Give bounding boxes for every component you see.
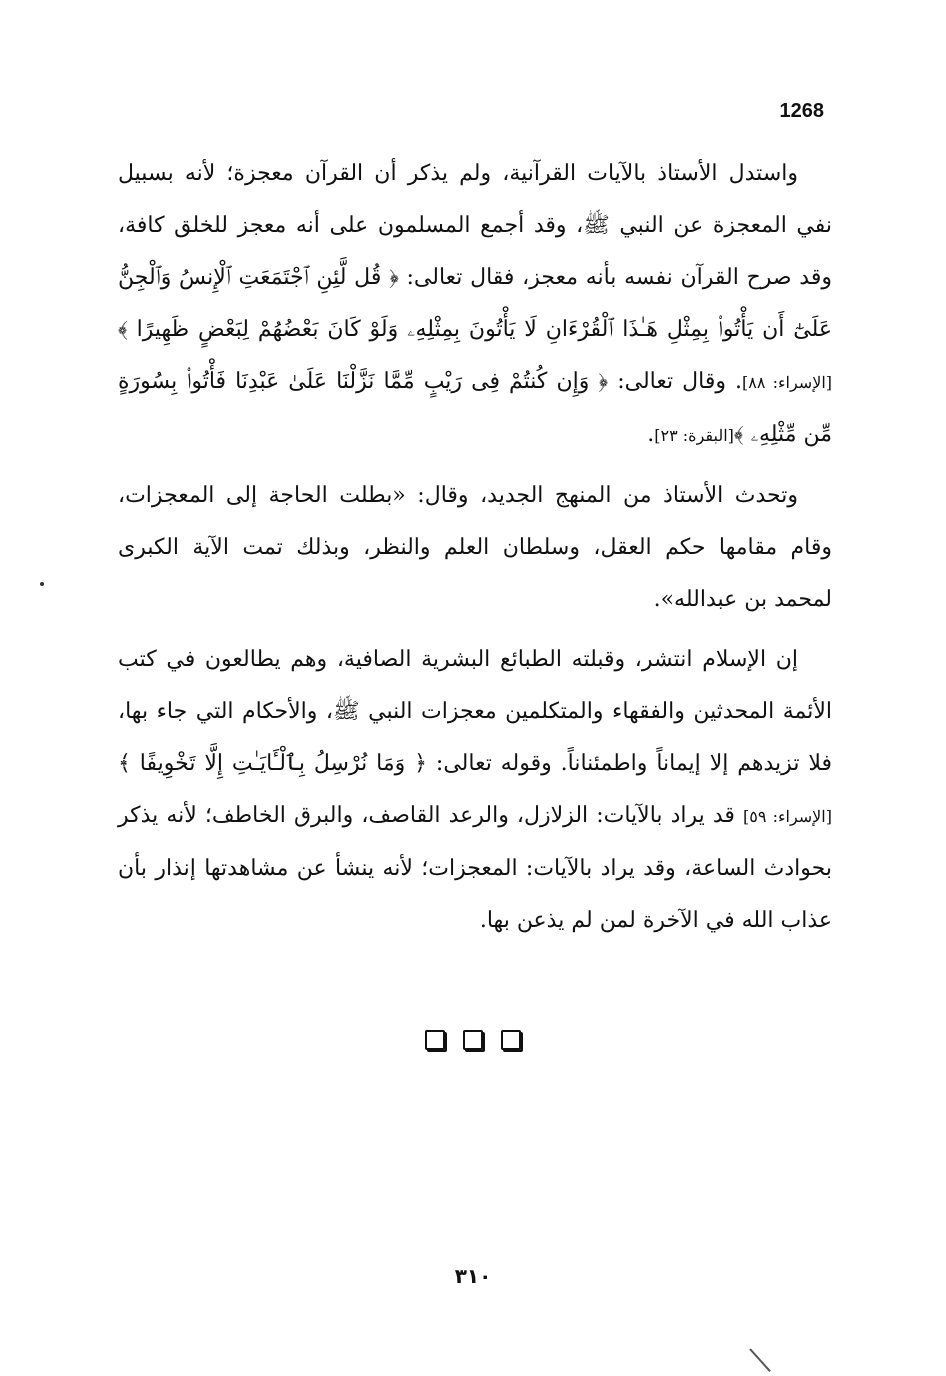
paragraph-3-text: قد يراد بالآيات: الزلازل، والرعد القاصف، والبرق الخاطف؛ لأنه يذكر بحوادث الساعة، وقد يراد بالآيات: المعجزات؛ لأنه ينشأ عن مشاهدتها إنذار بأن عذاب الله في الآخرة لمن لم يذعن بها. <box>118 803 832 933</box>
quran-verse-isra-88: ﴿ قُل لَّئِنِ ٱجْتَمَعَتِ ٱلْإِنسُ وَٱلْجِنُّ عَلَىٰٓ أَن يَأْتُوا۟ بِمِثْلِ هَـٰذَا ٱلْقُرْءَانِ لَا يَأْتُونَ بِمِثْلِهِۦ وَلَوْ كَانَ بَعْضُهُمْ لِبَعْضٍ ظَهِيرًا ﴾ <box>118 265 832 342</box>
paragraph-3 <box>118 634 832 947</box>
top-page-number: 1268 <box>779 100 824 122</box>
paragraph-1-text: . وقال تعالى: <box>608 369 743 394</box>
paragraph-1-text: واستدل الأستاذ بالآيات القرآنية، ولم يذكر أن القرآن معجزة؛ لأنه بسبيل نفي المعجزة عن النبي ﷺ، وقد أجمع المسلمون على أنه معجز للخلق كافة، وقد صرح القرآن نفسه بأنه معجز، فقال تعالى: <box>118 161 832 290</box>
paragraph-1-text: . <box>647 422 655 447</box>
scan-mark <box>749 1348 771 1372</box>
verse-reference: [الإسراء: ٨٨] <box>742 373 833 392</box>
separator-square-icon <box>463 1030 483 1050</box>
separator-square-icon <box>425 1030 445 1050</box>
section-separator <box>0 1030 946 1054</box>
paragraph-3-text: إن الإسلام انتشر، وقبلته الطبائع البشرية الصافية، وهم يطالعون في كتب الأئمة المحدثين والفقهاء والمتكلمين معجزات النبي ﷺ، والأحكام التي جاء بها، فلا تزيدهم إلا إيماناً واطمئناناً. وقوله تعالى: <box>118 647 832 776</box>
quran-verse-baqara-23: ﴿ وَإِن كُنتُمْ فِى رَيْبٍ مِّمَّا نَزَّلْنَا عَلَىٰ عَبْدِنَا فَأْتُوا۟ بِسُورَةٍ مِّن مِّثْلِهِۦ ﴾ <box>118 369 832 447</box>
paragraph-2 <box>118 470 832 626</box>
bottom-page-number: ٣١٠ <box>454 1264 492 1288</box>
paragraph-2-text: وتحدث الأستاذ من المنهج الجديد، وقال: «بطلت الحاجة إلى المعجزات، وقام مقامها حكم العقل، وسلطان العلم والنظر، وبذلك تمت الآية الكبرى لمحمد بن عبدالله». <box>118 483 832 612</box>
scan-speck <box>40 582 44 586</box>
separator-square-icon <box>501 1030 521 1050</box>
paragraph-1 <box>118 148 832 462</box>
body-text <box>118 148 832 955</box>
verse-reference: [البقرة: ٢٣] <box>654 426 734 445</box>
quran-verse-isra-59: ﴿ وَمَا نُرْسِلُ بِٱلْـَٔايَـٰتِ إِلَّا تَخْوِيفًا ﴾ <box>118 751 428 776</box>
verse-reference: [الإسراء: ٥٩] <box>742 807 832 826</box>
